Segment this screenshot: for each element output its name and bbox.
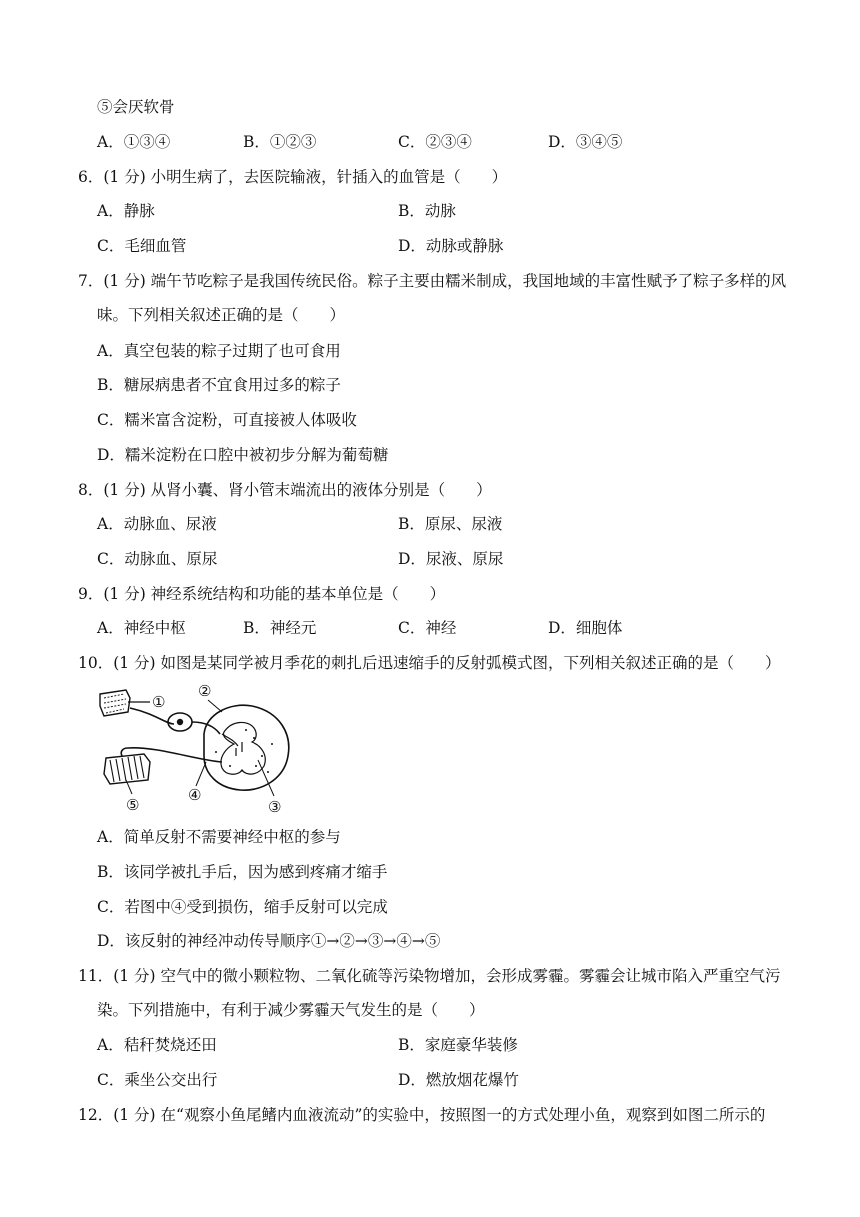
q11-option-c: C．乘坐公交出行 — [97, 1071, 218, 1089]
q6-stem: 6．(1 分) 小明生病了，去医院输液，针插入的血管是（ ） — [78, 168, 508, 186]
q8-option-b: B．原尿、尿液 — [398, 515, 503, 533]
q11-stem-line1: 11．(1 分) 空气中的微小颗粒物、二氧化硫等污染物增加，会形成雾霾。雾霾会让城市陷入严重空气污 — [78, 967, 781, 985]
effector-muscle — [104, 754, 150, 784]
q11-option-b: B．家庭豪华装修 — [398, 1036, 518, 1054]
q6-option-c: C．毛细血管 — [97, 237, 187, 255]
figure-label-4: ④ — [188, 786, 202, 804]
q7-option-a: A．真空包装的粽子过期了也可食用 — [97, 342, 341, 360]
q7-option-c: C．糯米富含淀粉，可直接被人体吸收 — [97, 411, 357, 429]
q7-stem-line1: 7．(1 分) 端午节吃粽子是我国传统民俗。粽子主要由糯米制成，我国地域的丰富性赋予了粽子多样的风 — [78, 272, 787, 290]
q10-option-d: D．该反射的神经冲动传导顺序①→②→③→④→⑤ — [97, 932, 441, 950]
q10-stem: 10．(1 分) 如图是某同学被月季花的刺扎后迅速缩手的反射弧模式图，下列相关叙述正确的是（ ） — [78, 654, 781, 672]
figure-label-2: ② — [198, 682, 212, 700]
q9-option-a: A．神经中枢 — [97, 619, 186, 637]
q11-option-d: D．燃放烟花爆竹 — [398, 1071, 519, 1089]
q5-option-a: A．①③④ — [97, 133, 171, 151]
q5-tail: ⑤会厌软骨 — [97, 98, 175, 116]
receptor-skin — [100, 690, 130, 716]
q10-option-b: B．该同学被扎手后，因为感到疼痛才缩手 — [97, 863, 388, 881]
q7-option-b: B．糖尿病患者不宜食用过多的粽子 — [97, 376, 341, 394]
q5-option-d: D．③④⑤ — [548, 133, 623, 151]
q8-stem: 8．(1 分) 从肾小囊、肾小管末端流出的液体分别是（ ） — [78, 481, 492, 499]
q6-option-d: D．动脉或静脉 — [398, 237, 504, 255]
q11-stem-line2: 染。下列措施中，有利于减少雾霾天气发生的是（ ） — [97, 1001, 485, 1019]
q9-option-c: C．神经 — [398, 619, 457, 637]
q9-option-b: B．神经元 — [243, 619, 317, 637]
reflex-arc-figure — [96, 676, 326, 816]
q6-option-a: A．静脉 — [97, 202, 155, 220]
q8-option-c: C．动脉血、原尿 — [97, 550, 218, 568]
q7-option-d: D．糯米淀粉在口腔中被初步分解为葡萄糖 — [97, 446, 389, 464]
figure-label-3: ③ — [268, 798, 282, 816]
q5-option-c: C．②③④ — [398, 133, 472, 151]
q9-stem: 9．(1 分) 神经系统结构和功能的基本单位是（ ） — [78, 585, 446, 603]
figure-label-1: ① — [152, 693, 166, 711]
q10-option-a: A．简单反射不需要神经中枢的参与 — [97, 828, 341, 846]
q11-option-a: A．秸秆焚烧还田 — [97, 1036, 217, 1054]
q7-stem-line2: 味。下列相关叙述正确的是（ ） — [97, 306, 346, 324]
spinal-cord — [204, 705, 289, 790]
q12-stem-line1: 12．(1 分) 在“观察小鱼尾鳍内血液流动”的实验中，按照图一的方式处理小鱼，观察到如图二所示的 — [78, 1106, 766, 1124]
q6-option-b: B．动脉 — [398, 202, 456, 220]
figure-label-5: ⑤ — [126, 796, 140, 814]
q9-option-d: D．细胞体 — [548, 619, 623, 637]
q8-option-a: A．动脉血、尿液 — [97, 515, 217, 533]
q5-option-b: B．①②③ — [243, 133, 317, 151]
q8-option-d: D．尿液、原尿 — [398, 550, 504, 568]
q10-option-c: C．若图中④受到损伤，缩手反射可以完成 — [97, 898, 388, 916]
